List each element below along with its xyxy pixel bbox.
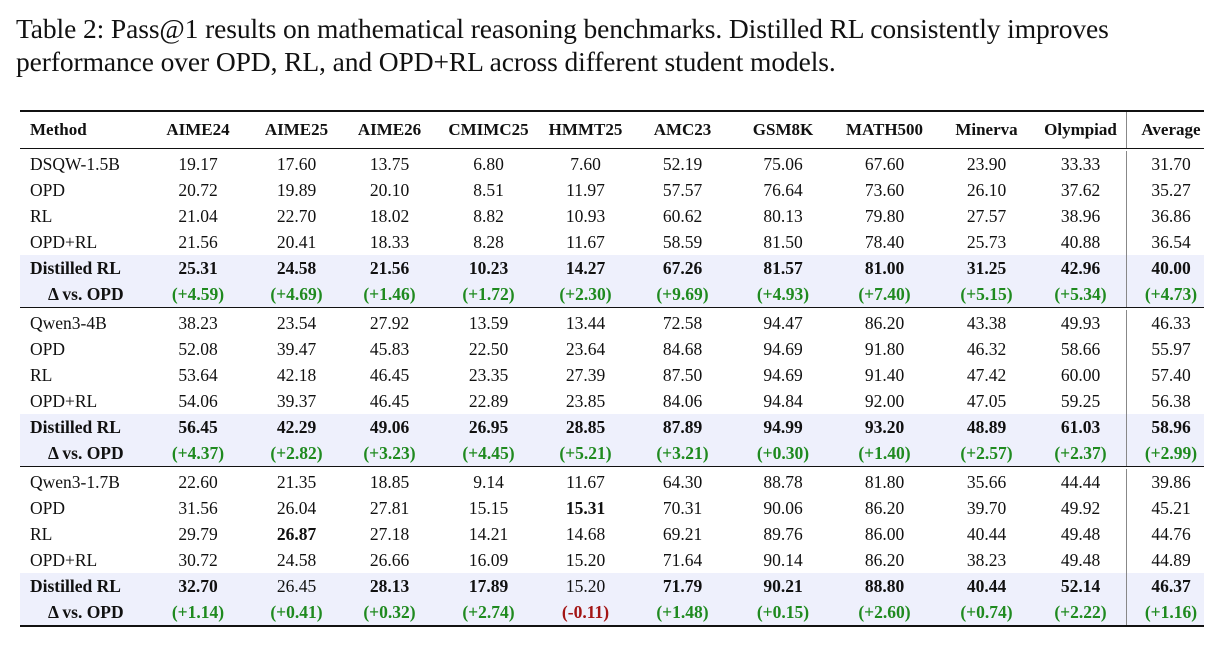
score-cell: 81.00 bbox=[864, 257, 905, 278]
score-cell: 44.89 bbox=[1126, 547, 1215, 573]
bottom-rule bbox=[20, 625, 1204, 627]
score-cell: 31.56 bbox=[178, 497, 218, 518]
column-header: AIME25 bbox=[264, 120, 329, 139]
score-cell: 28.13 bbox=[369, 575, 410, 596]
column-header: Minerva bbox=[955, 120, 1018, 139]
score-cell: 10.23 bbox=[468, 257, 509, 278]
column-header: MATH500 bbox=[845, 120, 924, 139]
score-cell: 6.80 bbox=[473, 153, 504, 174]
table-header-row bbox=[20, 112, 1204, 148]
score-cell: 46.37 bbox=[1126, 573, 1215, 599]
delta-cell: (+5.21) bbox=[559, 442, 612, 463]
table-row bbox=[20, 310, 1204, 336]
score-cell: 31.25 bbox=[966, 257, 1007, 278]
table-row bbox=[20, 469, 1204, 495]
score-cell: 49.48 bbox=[1060, 523, 1101, 544]
score-cell: 59.25 bbox=[1060, 390, 1101, 411]
delta-cell: (+2.82) bbox=[270, 442, 323, 463]
score-cell: 35.66 bbox=[966, 471, 1007, 492]
score-cell: 33.33 bbox=[1060, 153, 1101, 174]
method-label: Distilled RL bbox=[30, 416, 121, 437]
method-label: RL bbox=[30, 523, 53, 544]
score-cell: 88.78 bbox=[763, 471, 803, 492]
score-cell: 58.96 bbox=[1126, 414, 1215, 440]
table-row bbox=[20, 599, 1204, 625]
score-cell: 23.54 bbox=[276, 312, 317, 333]
delta-cell: (+0.30) bbox=[756, 442, 810, 463]
score-cell: 22.50 bbox=[468, 338, 509, 359]
method-label: RL bbox=[30, 364, 53, 385]
score-cell: 23.85 bbox=[565, 390, 606, 411]
delta-cell: (+5.15) bbox=[960, 283, 1013, 304]
score-cell: 86.20 bbox=[864, 549, 905, 570]
delta-cell: (+4.93) bbox=[756, 283, 810, 304]
method-label: Δ vs. OPD bbox=[48, 442, 124, 463]
table-row bbox=[20, 229, 1204, 255]
score-cell: 43.38 bbox=[966, 312, 1007, 333]
score-cell: 11.97 bbox=[566, 179, 605, 200]
score-cell: 72.58 bbox=[662, 312, 703, 333]
score-cell: 27.39 bbox=[565, 364, 606, 385]
score-cell: 81.57 bbox=[763, 257, 803, 278]
score-cell: 13.59 bbox=[468, 312, 509, 333]
method-label: Qwen3-1.7B bbox=[30, 471, 120, 492]
table-row bbox=[20, 255, 1204, 281]
delta-cell: (+5.34) bbox=[1054, 283, 1107, 304]
delta-cell: (+2.57) bbox=[960, 442, 1013, 463]
delta-cell: (+2.22) bbox=[1054, 601, 1107, 622]
score-cell: 42.29 bbox=[276, 416, 317, 437]
score-cell: 46.32 bbox=[966, 338, 1007, 359]
delta-cell: (+0.32) bbox=[363, 601, 416, 622]
score-cell: 47.05 bbox=[966, 390, 1007, 411]
score-cell: 26.04 bbox=[276, 497, 317, 518]
score-cell: 49.06 bbox=[369, 416, 410, 437]
score-cell: 38.23 bbox=[966, 549, 1007, 570]
score-cell: 56.45 bbox=[178, 416, 218, 437]
score-cell: 52.14 bbox=[1060, 575, 1101, 596]
score-cell: 94.69 bbox=[763, 338, 803, 359]
score-cell: 22.60 bbox=[178, 471, 218, 492]
method-label: OPD+RL bbox=[30, 549, 98, 570]
score-cell: 84.68 bbox=[662, 338, 703, 359]
score-cell: 86.20 bbox=[864, 497, 905, 518]
score-cell: 94.47 bbox=[763, 312, 803, 333]
score-cell: 88.80 bbox=[864, 575, 905, 596]
score-cell: 40.44 bbox=[966, 523, 1007, 544]
score-cell: 8.28 bbox=[473, 231, 504, 252]
score-cell: 84.06 bbox=[662, 390, 703, 411]
score-cell: 64.30 bbox=[662, 471, 703, 492]
score-cell: 81.80 bbox=[864, 471, 905, 492]
score-cell: 20.10 bbox=[369, 179, 410, 200]
column-header: AIME26 bbox=[357, 120, 422, 139]
delta-cell: (+2.30) bbox=[559, 283, 612, 304]
score-cell: 8.51 bbox=[473, 179, 504, 200]
score-cell: 8.82 bbox=[473, 205, 504, 226]
score-cell: 67.60 bbox=[864, 153, 905, 174]
score-cell: 17.60 bbox=[276, 153, 317, 174]
delta-cell: (+9.69) bbox=[656, 283, 709, 304]
delta-cell: (+2.99) bbox=[1126, 440, 1215, 466]
table-row bbox=[20, 521, 1204, 547]
delta-cell: (+0.74) bbox=[960, 601, 1013, 622]
score-cell: 14.21 bbox=[468, 523, 509, 544]
score-cell: 36.86 bbox=[1126, 203, 1215, 229]
table-row bbox=[20, 281, 1204, 307]
score-cell: 15.15 bbox=[468, 497, 509, 518]
delta-cell: (+4.69) bbox=[270, 283, 323, 304]
score-cell: 17.89 bbox=[468, 575, 509, 596]
score-cell: 91.80 bbox=[864, 338, 905, 359]
score-cell: 49.93 bbox=[1060, 312, 1101, 333]
delta-cell: (+1.72) bbox=[462, 283, 515, 304]
score-cell: 18.02 bbox=[369, 205, 410, 226]
score-cell: 80.13 bbox=[763, 205, 803, 226]
score-cell: 86.20 bbox=[864, 312, 905, 333]
score-cell: 42.18 bbox=[276, 364, 317, 385]
score-cell: 39.37 bbox=[276, 390, 317, 411]
score-cell: 53.64 bbox=[178, 364, 218, 385]
score-cell: 25.31 bbox=[178, 257, 218, 278]
score-cell: 44.44 bbox=[1060, 471, 1101, 492]
delta-cell: (+4.45) bbox=[462, 442, 515, 463]
score-cell: 56.38 bbox=[1126, 388, 1215, 414]
delta-cell: (+2.60) bbox=[858, 601, 911, 622]
method-label: OPD bbox=[30, 497, 66, 518]
score-cell: 46.33 bbox=[1126, 310, 1215, 336]
score-cell: 26.66 bbox=[369, 549, 410, 570]
delta-cell: (+7.40) bbox=[858, 283, 911, 304]
column-header: AIME24 bbox=[166, 120, 230, 139]
table-row bbox=[20, 495, 1204, 521]
score-cell: 15.20 bbox=[565, 575, 606, 596]
score-cell: 18.85 bbox=[369, 471, 410, 492]
score-cell: 93.20 bbox=[864, 416, 905, 437]
score-cell: 71.79 bbox=[662, 575, 703, 596]
results-table bbox=[20, 110, 1204, 627]
score-cell: 27.81 bbox=[369, 497, 410, 518]
score-cell: 26.10 bbox=[966, 179, 1007, 200]
score-cell: 90.14 bbox=[763, 549, 803, 570]
score-cell: 15.20 bbox=[565, 549, 606, 570]
delta-cell: (+0.15) bbox=[756, 601, 810, 622]
score-cell: 42.96 bbox=[1060, 257, 1101, 278]
score-cell: 25.73 bbox=[966, 231, 1007, 252]
score-cell: 44.76 bbox=[1126, 521, 1215, 547]
score-cell: 23.64 bbox=[565, 338, 606, 359]
score-cell: 45.83 bbox=[369, 338, 410, 359]
score-cell: 60.00 bbox=[1060, 364, 1101, 385]
score-cell: 11.67 bbox=[566, 471, 605, 492]
delta-cell: (+4.59) bbox=[171, 283, 225, 304]
score-cell: 86.00 bbox=[864, 523, 905, 544]
score-cell: 48.89 bbox=[966, 416, 1007, 437]
score-cell: 90.06 bbox=[763, 497, 803, 518]
delta-cell: (+2.37) bbox=[1054, 442, 1107, 463]
column-header: Average bbox=[1126, 112, 1215, 148]
score-cell: 70.31 bbox=[662, 497, 703, 518]
score-cell: 87.50 bbox=[662, 364, 703, 385]
method-label: OPD bbox=[30, 338, 66, 359]
score-cell: 9.14 bbox=[473, 471, 504, 492]
column-header: CMIMC25 bbox=[448, 120, 529, 139]
score-cell: 40.88 bbox=[1060, 231, 1101, 252]
method-label: Δ vs. OPD bbox=[48, 601, 124, 622]
table-row bbox=[20, 336, 1204, 362]
delta-cell: (+0.41) bbox=[270, 601, 323, 622]
column-header: HMMT25 bbox=[548, 120, 623, 139]
score-cell: 49.48 bbox=[1060, 549, 1101, 570]
delta-cell: (+4.73) bbox=[1126, 281, 1215, 307]
score-cell: 23.35 bbox=[468, 364, 509, 385]
score-cell: 47.42 bbox=[966, 364, 1007, 385]
score-cell: 87.89 bbox=[662, 416, 703, 437]
table-caption: Table 2: Pass@1 results on mathematical reasoning benchmarks. Distilled RL consistently improves performance over OPD, RL, and OPD+RL across different student models. bbox=[16, 13, 1109, 77]
score-cell: 11.67 bbox=[566, 231, 605, 252]
score-cell: 13.75 bbox=[369, 153, 410, 174]
score-cell: 94.69 bbox=[763, 364, 803, 385]
score-cell: 39.86 bbox=[1126, 469, 1215, 495]
score-cell: 67.26 bbox=[662, 257, 703, 278]
table-row bbox=[20, 547, 1204, 573]
score-cell: 45.21 bbox=[1126, 495, 1215, 521]
score-cell: 94.84 bbox=[763, 390, 803, 411]
column-header: Method bbox=[30, 120, 87, 139]
delta-cell: (+1.14) bbox=[171, 601, 225, 622]
score-cell: 7.60 bbox=[570, 153, 601, 174]
score-cell: 32.70 bbox=[178, 575, 218, 596]
score-cell: 76.64 bbox=[763, 179, 803, 200]
score-cell: 57.40 bbox=[1126, 362, 1215, 388]
method-label: OPD bbox=[30, 179, 66, 200]
score-cell: 89.76 bbox=[763, 523, 803, 544]
method-label: OPD+RL bbox=[30, 231, 98, 252]
score-cell: 92.00 bbox=[864, 390, 905, 411]
score-cell: 31.70 bbox=[1126, 151, 1215, 177]
score-cell: 52.08 bbox=[178, 338, 218, 359]
score-cell: 40.00 bbox=[1126, 255, 1215, 281]
method-label: OPD+RL bbox=[30, 390, 98, 411]
delta-cell: (+3.21) bbox=[656, 442, 709, 463]
score-cell: 22.89 bbox=[468, 390, 509, 411]
score-cell: 18.33 bbox=[369, 231, 410, 252]
method-label: DSQW-1.5B bbox=[30, 153, 120, 174]
method-label: RL bbox=[30, 205, 53, 226]
table-row bbox=[20, 177, 1204, 203]
score-cell: 73.60 bbox=[864, 179, 905, 200]
score-cell: 19.89 bbox=[276, 179, 317, 200]
score-cell: 27.18 bbox=[369, 523, 410, 544]
table-row bbox=[20, 151, 1204, 177]
score-cell: 20.72 bbox=[178, 179, 218, 200]
score-cell: 14.68 bbox=[565, 523, 606, 544]
column-header: AMC23 bbox=[653, 120, 712, 139]
delta-cell: (-0.11) bbox=[561, 601, 610, 622]
method-label: Distilled RL bbox=[30, 575, 121, 596]
score-cell: 61.03 bbox=[1060, 416, 1101, 437]
score-cell: 27.57 bbox=[966, 205, 1007, 226]
score-cell: 52.19 bbox=[662, 153, 703, 174]
table-row bbox=[20, 362, 1204, 388]
column-header: Olympiad bbox=[1044, 120, 1117, 139]
table-row bbox=[20, 414, 1204, 440]
score-cell: 55.97 bbox=[1126, 336, 1215, 362]
score-cell: 28.85 bbox=[565, 416, 606, 437]
column-header: GSM8K bbox=[752, 120, 814, 139]
score-cell: 24.58 bbox=[276, 549, 317, 570]
score-cell: 20.41 bbox=[276, 231, 317, 252]
score-cell: 94.99 bbox=[763, 416, 803, 437]
delta-cell: (+2.74) bbox=[462, 601, 515, 622]
score-cell: 38.23 bbox=[178, 312, 218, 333]
score-cell: 71.64 bbox=[662, 549, 703, 570]
score-cell: 58.66 bbox=[1060, 338, 1101, 359]
score-cell: 22.70 bbox=[276, 205, 317, 226]
delta-cell: (+1.48) bbox=[656, 601, 709, 622]
method-label: Δ vs. OPD bbox=[48, 283, 124, 304]
score-cell: 75.06 bbox=[763, 153, 803, 174]
score-cell: 60.62 bbox=[662, 205, 703, 226]
score-cell: 54.06 bbox=[178, 390, 218, 411]
score-cell: 91.40 bbox=[864, 364, 905, 385]
score-cell: 79.80 bbox=[864, 205, 905, 226]
delta-cell: (+1.16) bbox=[1126, 599, 1215, 625]
score-cell: 13.44 bbox=[565, 312, 606, 333]
score-cell: 69.21 bbox=[662, 523, 703, 544]
method-label: Distilled RL bbox=[30, 257, 121, 278]
table-row bbox=[20, 203, 1204, 229]
score-cell: 39.70 bbox=[966, 497, 1007, 518]
score-cell: 40.44 bbox=[966, 575, 1007, 596]
score-cell: 36.54 bbox=[1126, 229, 1215, 255]
score-cell: 39.47 bbox=[276, 338, 317, 359]
delta-cell: (+3.23) bbox=[363, 442, 416, 463]
score-cell: 37.62 bbox=[1060, 179, 1101, 200]
score-cell: 30.72 bbox=[178, 549, 218, 570]
score-cell: 38.96 bbox=[1060, 205, 1101, 226]
score-cell: 21.56 bbox=[369, 257, 410, 278]
delta-cell: (+1.46) bbox=[363, 283, 416, 304]
table-row bbox=[20, 573, 1204, 599]
score-cell: 26.95 bbox=[468, 416, 509, 437]
score-cell: 19.17 bbox=[178, 153, 218, 174]
score-cell: 35.27 bbox=[1126, 177, 1215, 203]
table-row bbox=[20, 388, 1204, 414]
table-row bbox=[20, 440, 1204, 466]
score-cell: 14.27 bbox=[565, 257, 606, 278]
score-cell: 78.40 bbox=[864, 231, 905, 252]
score-cell: 15.31 bbox=[565, 497, 606, 518]
score-cell: 23.90 bbox=[966, 153, 1007, 174]
score-cell: 46.45 bbox=[369, 364, 410, 385]
score-cell: 26.87 bbox=[276, 523, 317, 544]
score-cell: 29.79 bbox=[178, 523, 218, 544]
score-cell: 24.58 bbox=[276, 257, 317, 278]
score-cell: 21.04 bbox=[178, 205, 218, 226]
score-cell: 27.92 bbox=[369, 312, 410, 333]
score-cell: 46.45 bbox=[369, 390, 410, 411]
score-cell: 21.56 bbox=[178, 231, 218, 252]
method-label: Qwen3-4B bbox=[30, 312, 107, 333]
delta-cell: (+4.37) bbox=[171, 442, 225, 463]
score-cell: 90.21 bbox=[763, 575, 803, 596]
score-cell: 81.50 bbox=[763, 231, 803, 252]
score-cell: 58.59 bbox=[662, 231, 703, 252]
score-cell: 49.92 bbox=[1060, 497, 1101, 518]
score-cell: 16.09 bbox=[468, 549, 509, 570]
score-cell: 57.57 bbox=[662, 179, 703, 200]
score-cell: 10.93 bbox=[565, 205, 606, 226]
score-cell: 21.35 bbox=[276, 471, 317, 492]
delta-cell: (+1.40) bbox=[858, 442, 911, 463]
score-cell: 26.45 bbox=[276, 575, 317, 596]
